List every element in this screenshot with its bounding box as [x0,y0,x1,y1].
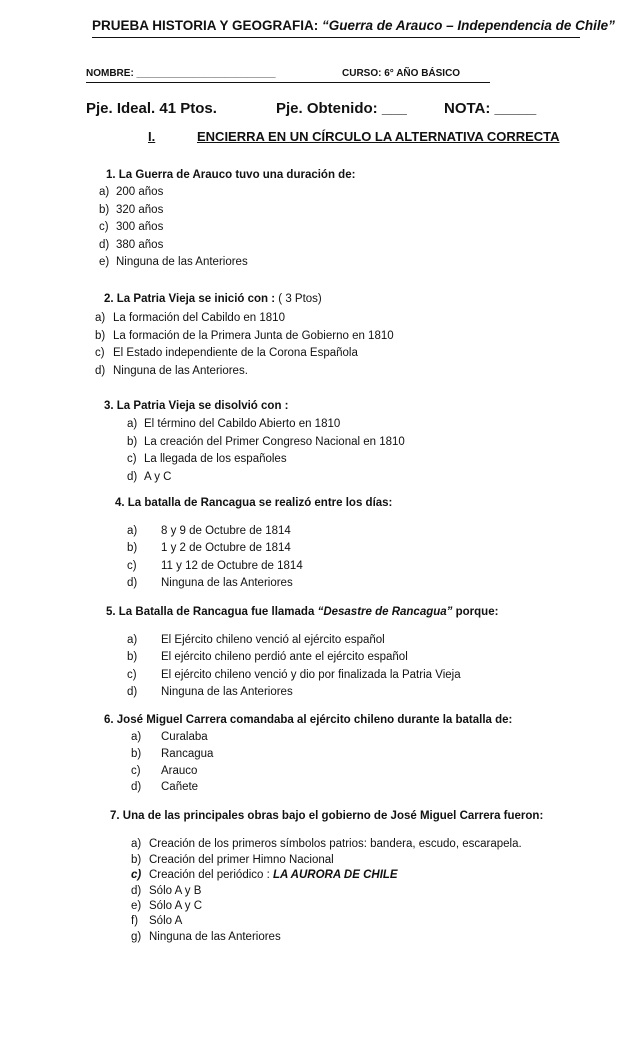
course-label: CURSO: 6° AÑO BÁSICO [342,68,461,79]
question-text: 6. José Miguel Carrera comandaba al ejército chileno durante la batalla de: [104,714,513,726]
option-label: c) [131,869,142,881]
info-underline [86,82,490,83]
option-label: d) [131,885,142,897]
option-text: 1 y 2 de Octubre de 1814 [161,542,291,554]
option-label: a) [127,418,138,430]
question-text: 1. La Guerra de Arauco tuvo una duración de: [106,169,356,181]
option-label: c) [131,765,141,777]
option-label: g) [131,931,142,943]
exam-title [92,18,615,33]
question-3 [104,400,289,412]
option-text: 320 años [116,204,164,216]
question-text: 5. La Batalla de Rancagua fue llamada [106,606,318,618]
option-text: Sólo A y C [149,900,203,912]
option-text: 300 años [116,221,164,233]
option-text: Ninguna de las Anteriores [161,686,293,698]
option-text: A y C [144,471,172,483]
option-label: f) [131,915,139,927]
question-7 [110,810,543,822]
option-text: Ninguna de las Anteriores [116,256,248,268]
option-text: 8 y 9 de Octubre de 1814 [161,525,291,537]
option-text: Creación del primer Himno Nacional [149,854,334,866]
ideal-score: Pje. Ideal. 41 Ptos. [86,100,217,117]
grade: NOTA: _____ [444,100,537,117]
question-6 [104,714,512,726]
option-text: El Ejército chileno venció al ejército español [161,634,385,646]
option-label: d) [127,577,138,589]
option-text: Arauco [161,765,198,777]
question-4 [115,497,392,509]
option-label: b) [131,748,142,760]
option-label: d) [127,471,138,483]
option-label: c) [127,669,137,681]
newspaper-name: LA AURORA DE CHILE [273,869,398,881]
question-text: 4. La batalla de Rancagua se realizó entre los días: [115,497,393,509]
option-label: b) [95,330,106,342]
option-text: El ejército chileno venció y dio por finalizada la Patria Vieja [161,669,461,681]
option-text: Sólo A y B [149,885,202,897]
option-label: a) [131,731,142,743]
question-points: ( 3 Ptos) [275,293,322,305]
name-label: NOMBRE: _________________________ [86,68,276,79]
option-label: d) [99,239,110,251]
option-label: d) [127,686,138,698]
option-text: Creación del periódico : [149,869,274,881]
section-number: I. [148,129,156,144]
option-label: b) [127,436,138,448]
title-prefix: PRUEBA HISTORIA Y GEOGRAFIA: [92,18,323,33]
option-label: d) [95,365,106,377]
option-text: Sólo A [149,915,183,927]
option-label: b) [127,651,138,663]
title-underline [92,37,580,38]
option-text: 11 y 12 de Octubre de 1814 [161,560,303,572]
option-text: Ninguna de las Anteriores [149,931,281,943]
option-text: Creación de los primeros símbolos patrios: bandera, escudo, escarapela. [149,838,522,850]
option-text: Curalaba [161,731,208,743]
option-label: c) [99,221,109,233]
option-text: El término del Cabildo Abierto en 1810 [144,418,341,430]
question-italic: “Desastre de Rancagua” [317,606,453,618]
option-label: a) [127,525,138,537]
obtained-score: Pje. Obtenido: ___ [276,100,407,117]
title-italic: “Guerra de Arauco – Independencia de Chile” [322,18,615,33]
option-text-group [149,869,398,881]
option-text: El ejército chileno perdió ante el ejército español [161,651,408,663]
question-text: 7. Una de las principales obras bajo el gobierno de José Miguel Carrera fueron: [110,810,544,822]
option-label: c) [95,347,105,359]
option-label: d) [131,781,142,793]
option-text: La llegada de los españoles [144,453,287,465]
option-label: a) [131,838,142,850]
option-label: e) [99,256,110,268]
option-text: Ninguna de las Anteriores. [113,365,248,377]
question-2 [104,293,322,305]
option-text: 200 años [116,186,164,198]
option-label: b) [131,854,142,866]
option-label: e) [131,900,142,912]
option-text: Ninguna de las Anteriores [161,577,293,589]
option-label: b) [127,542,138,554]
section-title: ENCIERRA EN UN CÍRCULO LA ALTERNATIVA CORRECTA [197,129,560,144]
option-text: Rancagua [161,748,214,760]
question-1 [106,169,355,181]
option-text: Cañete [161,781,199,793]
question-suffix: porque: [452,606,499,618]
option-text: La formación del Cabildo en 1810 [113,312,285,324]
option-label: b) [99,204,110,216]
question-text: 3. La Patria Vieja se disolvió con : [104,400,289,412]
option-text: La creación del Primer Congreso Nacional en 1810 [144,436,405,448]
question-text: 2. La Patria Vieja se inició con : [104,293,276,305]
option-label: a) [127,634,138,646]
question-5 [106,606,498,618]
option-label: c) [127,560,137,572]
option-text: La formación de la Primera Junta de Gobierno en 1810 [113,330,394,342]
option-text: 380 años [116,239,164,251]
option-text: El Estado independiente de la Corona Española [113,347,358,359]
option-label: a) [95,312,106,324]
option-label: a) [99,186,110,198]
option-label: c) [127,453,137,465]
